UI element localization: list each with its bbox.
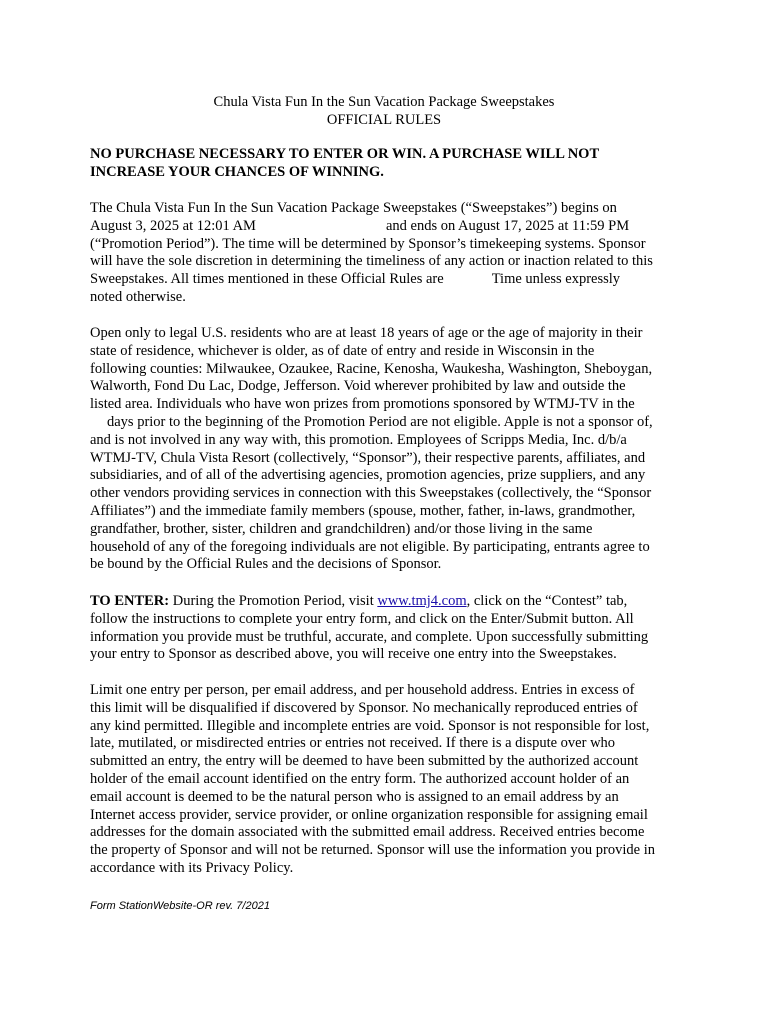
paragraph-line: late, mutilated, or misdirected entries or entries not received. If there is a dispute over who: [90, 735, 616, 752]
paragraph-line: subsidiaries, and of all of the advertising agencies, promotion agencies, prize suppliers, and any: [90, 467, 646, 484]
start-date-text: August 3, 2025 at 12:01 AM: [90, 217, 256, 234]
paragraph-line: state of residence, whichever is older, as of date of entry and reside in Wisconsin in the: [90, 342, 595, 359]
paragraph-line: Walworth, Fond Du Lac, Dodge, Jefferson. Void wherever prohibited by law and outside the: [90, 378, 626, 395]
paragraph-line: Limit one entry per person, per email address, and per household address. Entries in excess of: [90, 682, 635, 698]
paragraph-line: will have the sole discretion in determining the timeliness of any action or inaction related to this: [90, 253, 653, 270]
heading-line: NO PURCHASE NECESSARY TO ENTER OR WIN. A PURCHASE WILL NOT: [90, 146, 600, 162]
paragraph-line: accordance with its Privacy Policy.: [90, 859, 294, 876]
paragraph-line: Open only to legal U.S. residents who are at least 18 years of age or the age of majority in their: [90, 325, 643, 341]
paragraph-line: [90, 218, 690, 236]
paragraph-line: the property of Sponsor and will not be returned. Sponsor will use the information you provide in: [90, 842, 656, 859]
paragraph-line: be bound by the Official Rules and the decisions of Sponsor.: [90, 556, 442, 573]
paragraph-line: any kind permitted. Illegible and incomplete entries are void. Sponsor is not responsible for lost,: [90, 717, 650, 734]
paragraph-line: Sweepstakes. All times mentioned in these Official Rules are Time unless expressly: [90, 271, 621, 288]
paragraph-line: other vendors providing services in connection with this Sweepstakes (collectively, the “Sponsor: [90, 485, 652, 502]
tmj4-website-link[interactable]: www.tmj4.com: [377, 593, 467, 609]
paragraph-line: and is not involved in any way with, this promotion. Employees of Scripps Media, Inc. d/b/a: [90, 431, 627, 448]
paragraph-line: TO ENTER: During the Promotion Period, visit www.tmj4.com, click on the “Contest” tab,: [90, 593, 628, 609]
title-block: [90, 94, 678, 129]
paragraph-line: noted otherwise.: [90, 288, 186, 305]
end-date-text: and ends on August 17, 2025 at 11:59 PM: [385, 217, 630, 234]
promotion-period-paragraph: [90, 200, 690, 307]
paragraph-line: The Chula Vista Fun In the Sun Vacation Package Sweepstakes (“Sweepstakes”) begins on: [90, 200, 617, 216]
form-footer: Form StationWebsite-OR rev. 7/2021: [90, 900, 270, 912]
paragraph-line: grandfather, brother, sister, children and grandchildren) and/or those living in the same: [90, 520, 593, 537]
paragraph-line: days prior to the beginning of the Promotion Period are not eligible. Apple is not a sponsor of,: [107, 413, 653, 430]
paragraph-line: Internet access provider, service provider, or online organization responsible for assigning email: [90, 806, 648, 823]
eligibility-paragraph: [90, 325, 690, 574]
paragraph-line: WTMJ-TV, Chula Vista Resort (collectively, “Sponsor”), their respective parents, affiliates, and: [90, 449, 646, 466]
paragraph-line: following counties: Milwaukee, Ozaukee, Racine, Kenosha, Waukesha, Washington, Sheboygan,: [90, 360, 653, 377]
entry-limit-paragraph: [90, 682, 690, 878]
paragraph-line: listed area. Individuals who have won prizes from promotions sponsored by WTMJ-TV in the: [90, 396, 635, 413]
paragraph-line: follow the instructions to complete your entry form, and click on the Enter/Submit button. All: [90, 610, 634, 627]
heading-line: INCREASE YOUR CHANCES OF WINNING.: [90, 163, 384, 180]
paragraph-line: submitted an entry, the entry will be deemed to have been submitted by the authorized account: [90, 753, 639, 770]
paragraph-line: holder of the email account identified on the entry form. The authorized account holder of an: [90, 770, 630, 787]
to-enter-paragraph: [90, 593, 690, 664]
paragraph-line: household of any of the foregoing individuals are not eligible. By participating, entrants agree to: [90, 538, 650, 555]
paragraph-line: this limit will be disqualified if discovered by Sponsor. No mechanically reproduced entries of: [90, 699, 638, 716]
paragraph-line: information you provide must be truthful, accurate, and complete. Upon successfully submitting: [90, 628, 649, 645]
document-title: Chula Vista Fun In the Sun Vacation Package Sweepstakes: [213, 94, 555, 110]
document-subtitle: OFFICIAL RULES: [326, 111, 442, 128]
paragraph-line: Affiliates”) and the immediate family members (spouse, mother, father, in-laws, grandmother,: [90, 502, 636, 519]
paragraph-line: email account is deemed to be the natural person who is assigned to an email address by an: [90, 788, 619, 805]
paragraph-line: addresses for the domain associated with the submitted email address. Received entries become: [90, 824, 645, 841]
to-enter-label: TO ENTER:: [90, 593, 170, 609]
no-purchase-heading: [90, 146, 690, 182]
paragraph-line: your entry to Sponsor as described above, you will receive one entry into the Sweepstakes.: [90, 646, 617, 663]
paragraph-line: (“Promotion Period”). The time will be determined by Sponsor’s timekeeping systems. Sponsor: [90, 235, 646, 252]
